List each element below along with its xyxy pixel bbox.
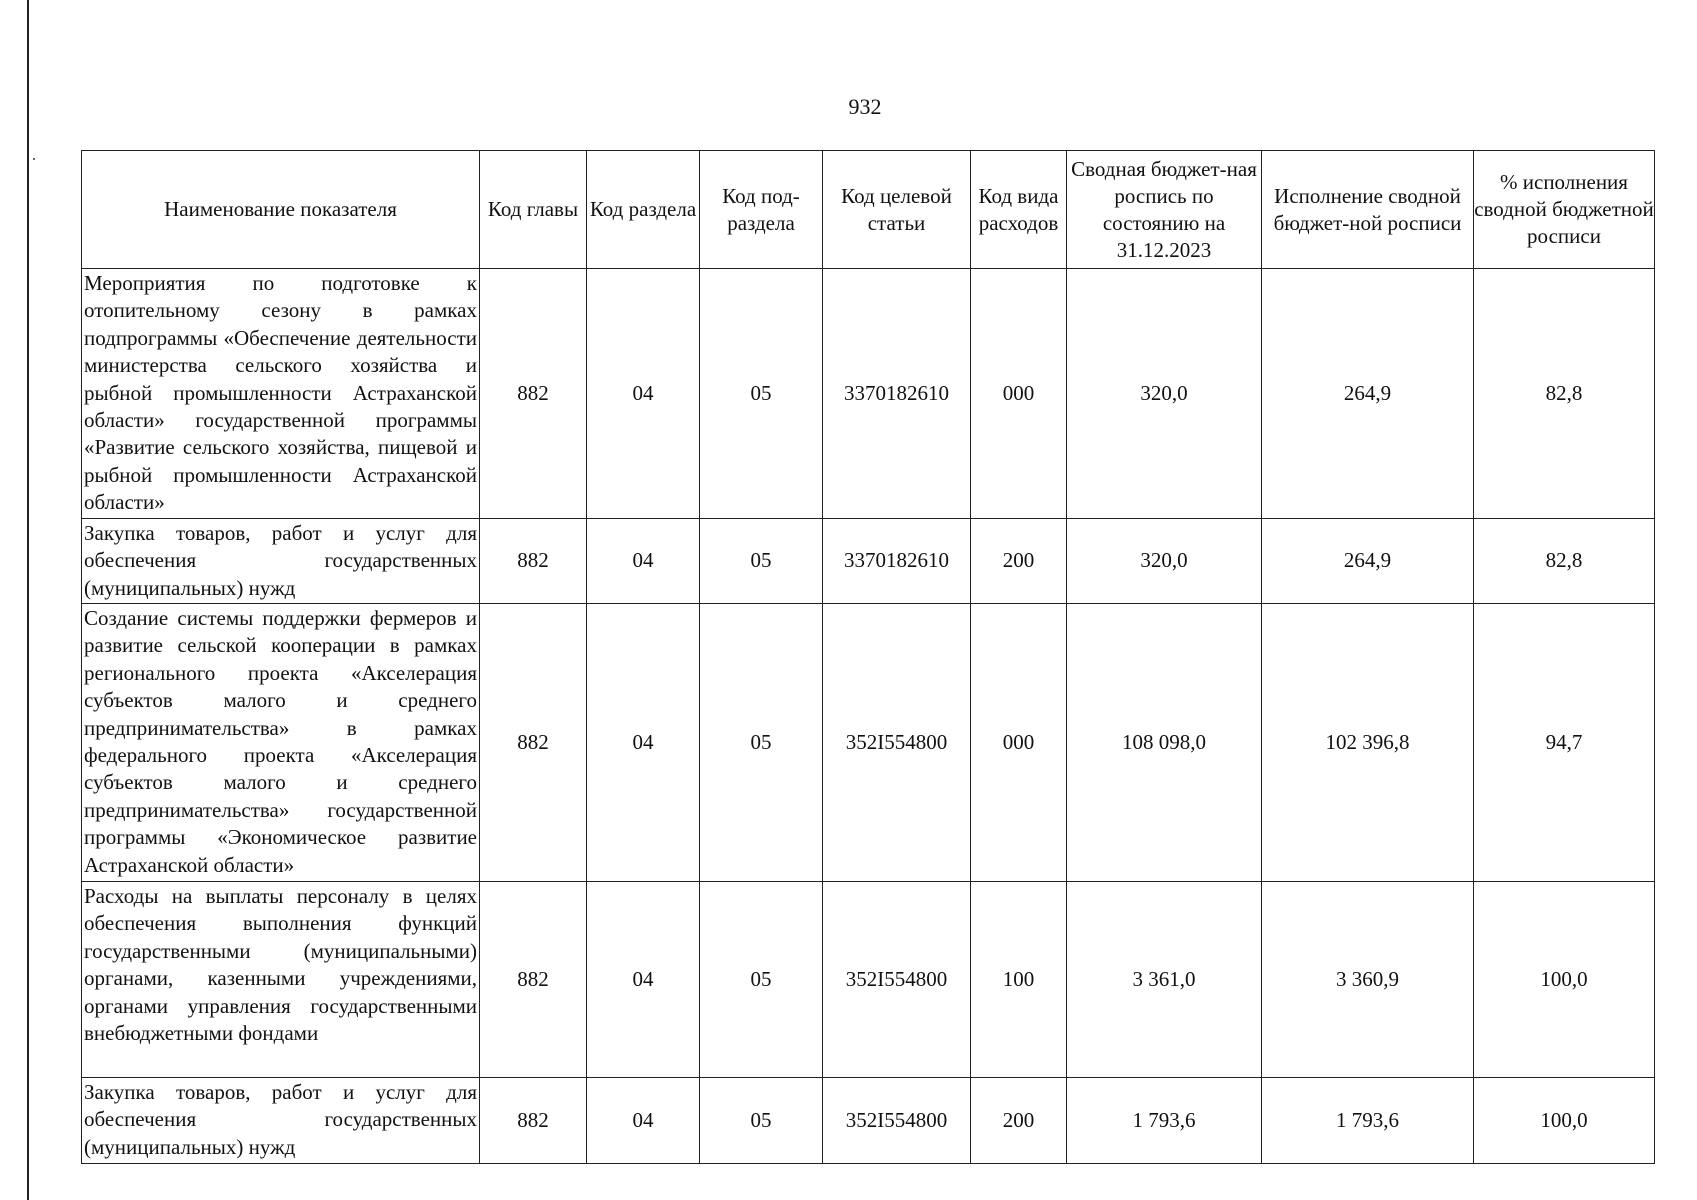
row-execution-value: 1 793,6 [1262, 1078, 1474, 1164]
row-target-article-code: 352I554800 [823, 1078, 971, 1164]
row-expense-type-code: 100 [971, 882, 1067, 1078]
header-subsection-code: Код под-раздела [700, 151, 823, 269]
row-chapter-code: 882 [480, 604, 587, 882]
budget-table [81, 150, 1655, 1164]
row-expense-type-code: 000 [971, 604, 1067, 882]
row-expense-type-code: 000 [971, 269, 1067, 519]
row-indicator-name: Создание системы поддержки фермеров и развитие сельской кооперации в рамках регионального проекта «Акселерация субъектов малого и среднего предпринимательства» в рамках федерального проекта «Акселерация субъектов малого и среднего предпринимательства» государственной программы «Экономическое развитие Астраханской области» [82, 604, 480, 882]
table-row [82, 519, 1655, 604]
table-header-row [82, 151, 1655, 269]
row-section-code: 04 [587, 882, 700, 1078]
header-execution: Исполнение сводной бюджет-ной росписи [1262, 151, 1474, 269]
row-execution-percent: 82,8 [1474, 269, 1655, 519]
row-budget-value: 320,0 [1067, 519, 1262, 604]
row-chapter-code: 882 [480, 882, 587, 1078]
row-indicator-name: Закупка товаров, работ и услуг для обеспечения государственных (муниципальных) нужд [82, 1078, 480, 1164]
row-execution-percent: 82,8 [1474, 519, 1655, 604]
row-target-article-code: 3370182610 [823, 269, 971, 519]
row-section-code: 04 [587, 519, 700, 604]
row-subsection-code: 05 [700, 882, 823, 1078]
row-subsection-code: 05 [700, 519, 823, 604]
row-expense-type-code: 200 [971, 1078, 1067, 1164]
row-expense-type-code: 200 [971, 519, 1067, 604]
row-section-code: 04 [587, 269, 700, 519]
table-row [82, 269, 1655, 519]
header-target-article-code: Код целевой статьи [823, 151, 971, 269]
row-budget-value: 3 361,0 [1067, 882, 1262, 1078]
row-target-article-code: 3370182610 [823, 519, 971, 604]
row-execution-value: 102 396,8 [1262, 604, 1474, 882]
binding-margin-line [27, 0, 29, 1200]
row-budget-value: 320,0 [1067, 269, 1262, 519]
row-target-article-code: 352I554800 [823, 882, 971, 1078]
table-row [82, 1078, 1655, 1164]
row-indicator-name: Расходы на выплаты персоналу в целях обеспечения выполнения функций государственными (муниципальными) органами, казенными учреждениями, органами управления государственными внебюджетными фондами [82, 882, 480, 1078]
row-execution-percent: 100,0 [1474, 882, 1655, 1078]
row-chapter-code: 882 [480, 1078, 587, 1164]
row-indicator-name: Мероприятия по подготовке к отопительному сезону в рамках подпрограммы «Обеспечение деятельности министерства сельского хозяйства и рыбной промышленности Астраханской области» государственной программы «Развитие сельского хозяйства, пищевой и рыбной промышленности Астраханской области» [82, 269, 480, 519]
row-execution-percent: 94,7 [1474, 604, 1655, 882]
header-chapter-code: Код главы [480, 151, 587, 269]
header-section-code: Код раздела [587, 151, 700, 269]
row-section-code: 04 [587, 604, 700, 882]
table-row [82, 604, 1655, 882]
header-expense-type-code: Код вида расходов [971, 151, 1067, 269]
row-execution-value: 3 360,9 [1262, 882, 1474, 1078]
row-budget-value: 1 793,6 [1067, 1078, 1262, 1164]
row-execution-percent: 100,0 [1474, 1078, 1655, 1164]
row-budget-value: 108 098,0 [1067, 604, 1262, 882]
page-number: 932 [848, 94, 882, 119]
table-row [82, 882, 1655, 1078]
row-execution-value: 264,9 [1262, 269, 1474, 519]
row-target-article-code: 352I554800 [823, 604, 971, 882]
row-chapter-code: 882 [480, 269, 587, 519]
row-execution-value: 264,9 [1262, 519, 1474, 604]
header-indicator-name: Наименование показателя [82, 151, 480, 269]
header-execution-percent: % исполнения сводной бюджетной росписи [1474, 151, 1655, 269]
scan-speck [33, 158, 35, 160]
row-chapter-code: 882 [480, 519, 587, 604]
row-subsection-code: 05 [700, 604, 823, 882]
row-section-code: 04 [587, 1078, 700, 1164]
row-indicator-name: Закупка товаров, работ и услуг для обеспечения государственных (муниципальных) нужд [82, 519, 480, 604]
row-subsection-code: 05 [700, 269, 823, 519]
row-subsection-code: 05 [700, 1078, 823, 1164]
header-budget-schedule: Сводная бюджет-ная роспись по состоянию на 31.12.2023 [1067, 151, 1262, 269]
